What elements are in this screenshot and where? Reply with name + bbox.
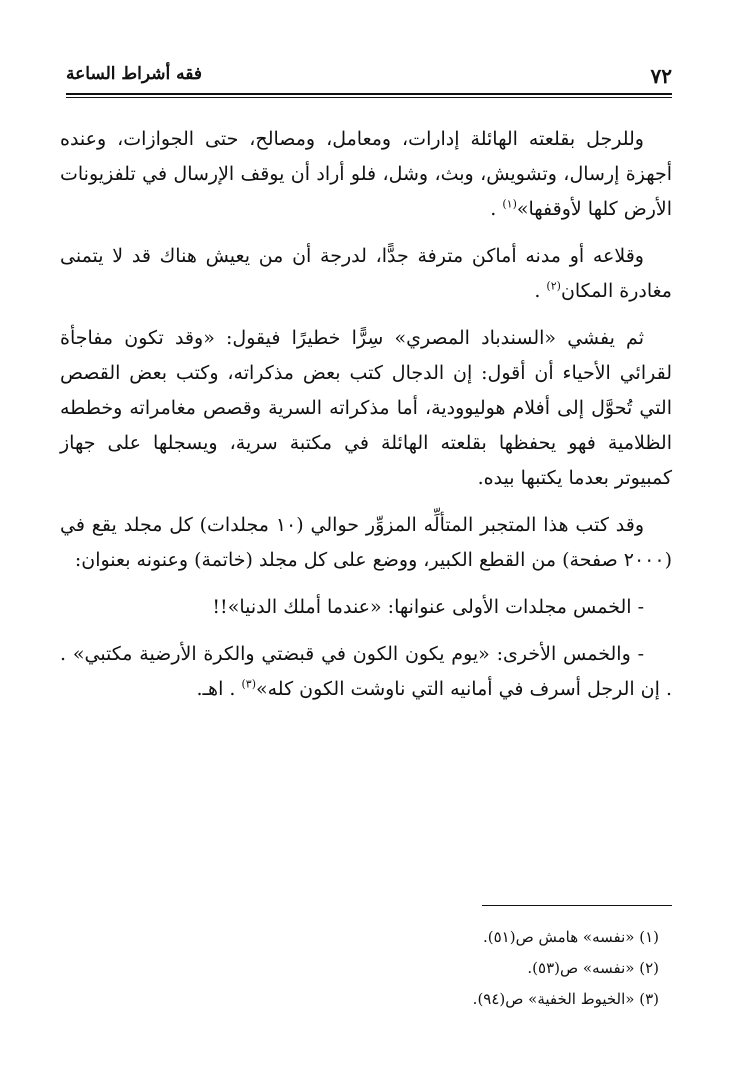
footnote-ref: (٣): [241, 677, 256, 691]
footnote: (١) «نفسه» هامش ص(٥١).: [483, 928, 659, 946]
list-item: - والخمس الأخرى: «يوم يكون الكون في قبضتي والكرة الأرضية مكتبي» . . إن الرجل أسرف في أمانيه التي ناوشت الكون كله»$^{(٣)}$ . اهـ.: [60, 643, 672, 700]
list-item: - الخمس مجلدات الأولى عنوانها: «عندما أملك الدنيا»!!: [212, 596, 644, 618]
footnote: (٣) «الخيوط الخفية» ص(٩٤).: [472, 990, 659, 1008]
page-number: ٧٢: [650, 64, 672, 88]
footnote: (٢) «نفسه» ص(٥٣).: [527, 959, 659, 977]
paragraph: وقلاعه أو مدنه أماكن مترفة جدًّا، لدرجة أن من يعيش هناك قد لا يتمنى مغادرة المكان$^{(٢)}$ .: [60, 245, 672, 302]
paragraph: وقد كتب هذا المتجبر المتألِّه المزوِّر حوالي (١٠ مجلدات) كل مجلد يقع في (٢٠٠٠ صفحة) من القطع الكبير، ووضع على كل مجلد (خاتمة) وعنونه بعنوان:: [60, 514, 672, 571]
main-text: [60, 122, 672, 719]
footnote-separator: [482, 905, 672, 906]
footnote-ref: (٢): [546, 279, 561, 293]
paragraph: ثم يفشي «السندباد المصري» سِرًّا خطيرًا فيقول: «وقد تكون مفاجأة لقرائي الأحياء أن أقول: إن الدجال كتب بعض مذكراته، وكتب بعض القصص التي تُحوَّل إلى أفلام هوليوودية، أما مذكراته السرية وقصص مغامراته وخططه الظلامية فهو يحفظها بقلعته الهائلة في مكتبة سرية، ويسجلها على جهاز كمبيوتر بعدما يكتبها بيده.: [60, 327, 672, 489]
header-rule-thin: [66, 97, 672, 98]
footnotes: [100, 922, 659, 1015]
page-header: [66, 60, 672, 94]
footnote-ref: (١): [502, 197, 517, 211]
header-rule: [66, 93, 672, 95]
paragraph: وللرجل بقلعته الهائلة إدارات، ومعامل، ومصالح، حتى الجوازات، وعنده أجهزة إرسال، وتشويش، وبث، وشل، فلو أراد أن يوقف الإرسال في تلفزيونات الأرض كلها لأوقفها»$^{(١)}$ .: [60, 128, 672, 220]
running-title: فقه أشراط الساعة: [66, 64, 202, 84]
